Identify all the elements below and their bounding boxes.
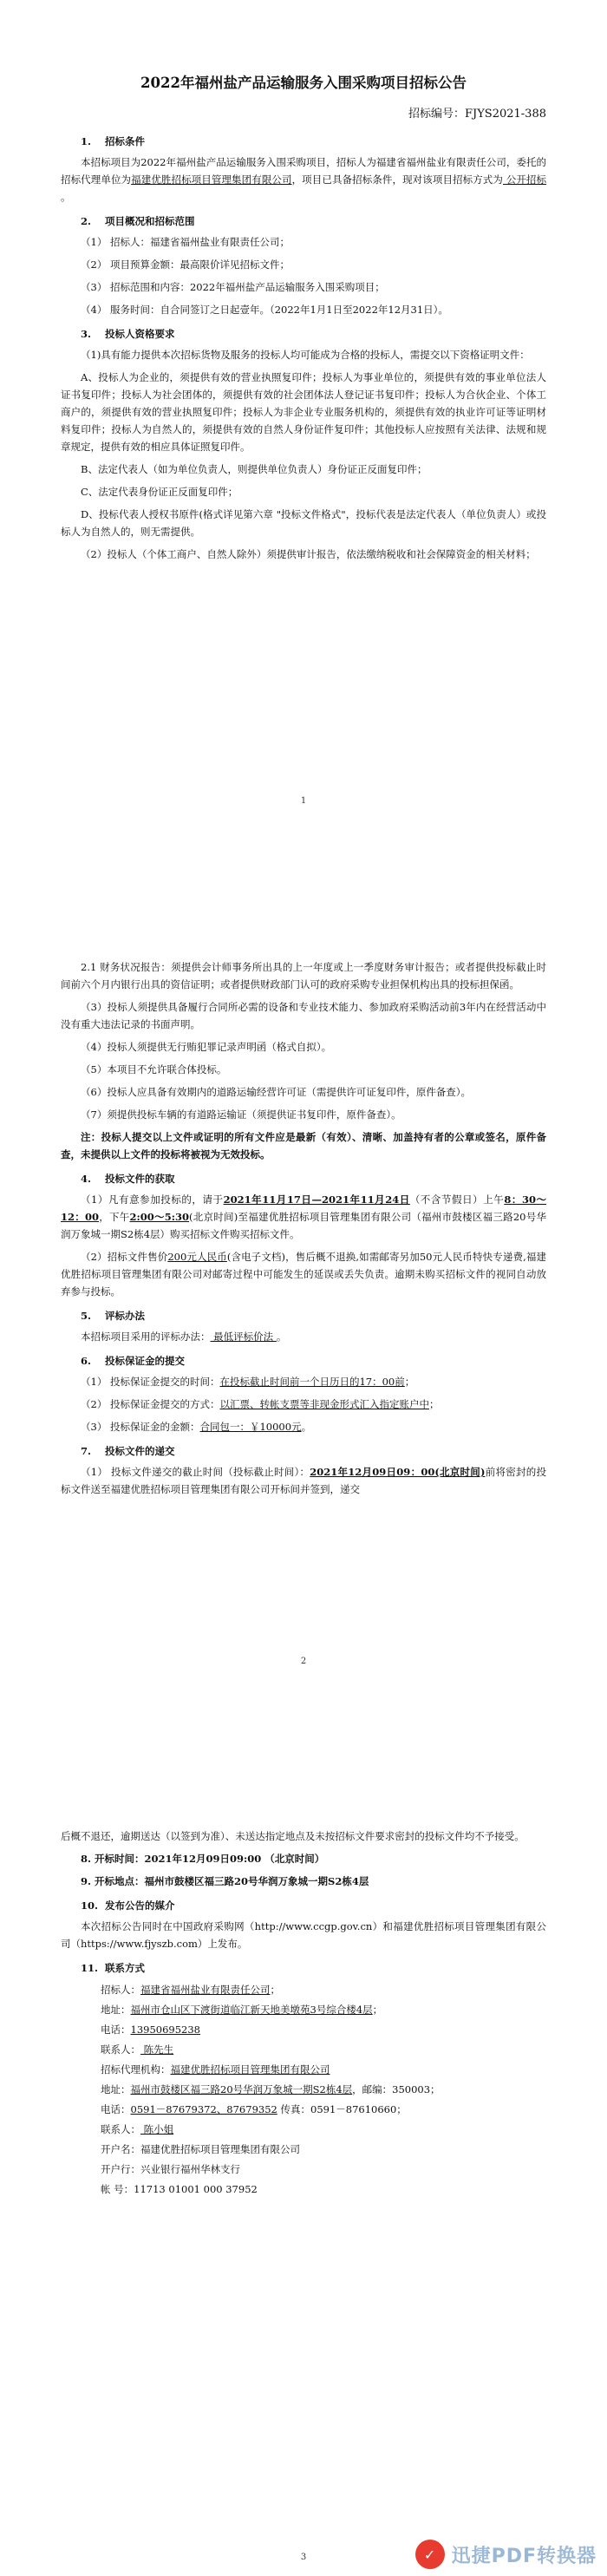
contact-line: 开户名：福建优胜招标项目管理集团有限公司 xyxy=(101,2143,300,2155)
paragraph: （2）招标文件售价200元人民币(含电子文档)，售后概不退换,如需邮寄另加50元人民币特快专递费,福建优胜招标项目管理集团有限公司对邮寄过程中可能发生的延误或丢失负责。逾期未购买招标文件的视同自动放弃参与投标。 xyxy=(61,1251,546,1298)
paragraph: 本招标项目采用的评标办法： 最低评标价法 。 xyxy=(81,1330,287,1343)
contact-line: 电话：13950695238 xyxy=(101,2024,200,2036)
contact-line: 帐 号：11713 01001 000 37952 xyxy=(101,2183,258,2195)
contact-list xyxy=(61,1980,546,2200)
opening-location: 9. 开标地点：福州市鼓楼区福三路20号华润万象城一期S2栋4层 xyxy=(81,1875,369,1887)
paragraph: （7）须提供投标车辆的有道路运输证（须提供证书复印件，原件备查）。 xyxy=(81,1108,401,1121)
document-page-3 xyxy=(0,1704,607,2576)
contact-line: 电话：0591－87679372、87679352 传真：0591－87610660； xyxy=(101,2103,407,2115)
paragraph: A、投标人为企业的，须提供有效的营业执照复印件；投标人为事业单位的，须提供有效的事业单位法人证书复印件；投标人为社会团体的，须提供有效的社会团体法人登记证书复印件；投标人为合伙企业、个体工商户的，须提供有效的营业执照复印件；投标人为非企业专业服务机构的，须提供有效的执业许可证等证明材料复印件；投标人为自然人的，须提供有效的自然人身份证件复印件；其他投标人应按照有关法律、法规和规章规定，提供有效的相应具体证照复印件。 xyxy=(61,371,546,453)
paragraph: 2.1 财务状况报告：须提供会计师事务所出具的上一年度或上一季度财务审计报告；或者提供投标截止时间前六个月内银行出具的资信证明；或者提供财政部门认可的政府采购专业担保机构出具的投标担保函。 xyxy=(61,961,546,991)
contact-line: 开户行：兴业银行福州华林支行 xyxy=(101,2163,240,2175)
contact-line: 地址：福州市仓山区下渡街道临江新天地美墩苑3号综合楼4层； xyxy=(101,2004,383,2016)
page-number: 3 xyxy=(300,2553,307,2562)
paragraph: （6）投标人应具备有效期内的道路运输经营许可证（需提供许可证复印件，原件备查）。 xyxy=(81,1086,472,1098)
paragraph: （2） 投标保证金提交的方式：以汇票、转帐支票等非现金形式汇入指定账户中； xyxy=(81,1398,440,1410)
section-5-heading: 5. 评标办法 xyxy=(81,1310,145,1322)
section-10-heading: 10. 发布公告的媒介 xyxy=(81,1899,175,1912)
paragraph: （1）凡有意参加投标的，请于2021年11月17日—2021年11月24日（不含节假日）上午8：30～12：00，下午2:00～5:30(北京时间)至福建优胜招标项目管理集团有限公司（福州市鼓楼区福三路20号华润万象城一期S2栋4层）购买招标文件购买招标文件。 xyxy=(61,1193,547,1240)
contact-line: 地址：福州市鼓楼区福三路20号华润万象城一期S2栋4层，邮编：350003； xyxy=(101,2083,441,2095)
section-2-item: （2） 项目预算金额：最高限价详见招标文件； xyxy=(81,258,290,271)
watermark xyxy=(415,2540,597,2569)
section-7-heading: 7. 投标文件的递交 xyxy=(81,1445,175,1457)
paragraph: （4）投标人须提供无行贿犯罪记录声明函（格式自拟）。 xyxy=(81,1041,332,1053)
section-3-heading: 3. 投标人资格要求 xyxy=(81,328,175,340)
paragraph: （1） 投标保证金提交的时间：在投标截止时间前一个日历日的17：00前； xyxy=(81,1376,415,1388)
paragraph: （3） 投标保证金的金额：合同包一：￥10000元。 xyxy=(81,1421,312,1433)
section-1-body: 本招标项目为2022年福州盐产品运输服务入围采购项目，招标人为福建省福州盐业有限责任公司，委托的招标代理单位为福建优胜招标项目管理集团有限公司，项目已具备招标条件，现对该项目招标方式为 公开招标 。 xyxy=(61,156,547,203)
paragraph: （2）投标人（个体工商户、自然人除外）须提供审计报告，依法缴纳税收和社会保障资金的相关材料； xyxy=(81,548,536,560)
converter-logo-icon: ✓ xyxy=(415,2540,445,2569)
page-number: 1 xyxy=(300,796,307,806)
section-11-heading: 11. 联系方式 xyxy=(81,1962,145,1974)
page-number: 2 xyxy=(300,1657,307,1666)
paragraph: D、投标代表人授权书原件(格式详见第六章 "投标文件格式"，投标代表是法定代表人（单位负责人）或投标人为自然人的，则无需提供。 xyxy=(61,508,546,538)
tender-method: 公开招标 xyxy=(503,173,547,186)
section-1-heading: 1. 招标条件 xyxy=(81,135,145,147)
section-2-item: （1） 招标人：福建省福州盐业有限责任公司； xyxy=(81,236,290,248)
paragraph: （1） 投标文件递交的截止时间（投标截止时间）：2021年12月09日09：00(北京时间)前将密封的投标文件送至福建优胜招标项目管理集团有限公司开标间并签到，递交 xyxy=(61,1466,546,1495)
document-page-1 xyxy=(0,0,607,837)
paragraph: C、法定代表身份证正反面复印件； xyxy=(81,486,238,498)
section-2-heading: 2. 项目概况和招标范围 xyxy=(81,215,195,227)
section-6-heading: 6. 投标保证金的提交 xyxy=(81,1355,185,1367)
paragraph: （1)具有能力提供本次招标货物及服务的投标人均可能成为合格的投标人，需提交以下资格证明文件： xyxy=(81,349,530,361)
tender-number: 招标编号：FJYS2021-388 xyxy=(408,108,546,121)
contact-line: 联系人： 陈先生 xyxy=(101,2043,174,2056)
section-4-heading: 4. 投标文件的获取 xyxy=(81,1173,175,1185)
contact-line: 招标代理机构：福建优胜招标项目管理集团有限公司 xyxy=(101,2063,330,2076)
paragraph: 后概不退还，逾期送达（以签到为准）、未送达指定地点及未按招标文件要求密封的投标文件均不予接受。 xyxy=(61,1830,525,1842)
document-title: 2022年福州盐产品运输服务入围采购项目招标公告 xyxy=(140,75,467,91)
opening-time: 8. 开标时间：2021年12月09日09:00 （北京时间） xyxy=(81,1853,325,1865)
paragraph: （3）投标人须提供具备履行合同所必需的设备和专业技术能力、参加政府采购活动前3年内在经营活动中没有重大违法记录的书面声明。 xyxy=(61,1001,546,1030)
section-2-item: （4） 服务时间：自合同签订之日起壹年。（2022年1月1日至2022年12月31日）。 xyxy=(81,304,448,316)
agent-name: 福建优胜招标项目管理集团有限公司 xyxy=(131,173,292,186)
paragraph: （5）本项目不允许联合体投标。 xyxy=(81,1063,227,1076)
paragraph: 本次招标公告同时在中国政府采购网（http://www.ccgp.gov.cn）和福建优胜招标项目管理集团有限公司（https://www.fjyszb.com）上发布。 xyxy=(61,1920,546,1950)
document-page-2 xyxy=(0,837,607,1704)
contact-line: 联系人： 陈小姐 xyxy=(101,2123,174,2135)
note: 注：投标人提交以上文件或证明的所有文件应是最新（有效）、清晰、加盖持有者的公章或签名，原件备查，未提供以上文件的投标将被视为无效投标。 xyxy=(61,1131,546,1161)
watermark-text: 迅捷PDF转换器 xyxy=(451,2545,597,2567)
contact-line: 招标人：福建省福州盐业有限责任公司； xyxy=(101,1984,280,1996)
paragraph: B、法定代表人（如为单位负责人，则提供单位负责人）身份证正反面复印件； xyxy=(81,463,428,475)
section-2-item: （3） 招标范围和内容：2022年福州盐产品运输服务入围采购项目； xyxy=(81,281,385,293)
